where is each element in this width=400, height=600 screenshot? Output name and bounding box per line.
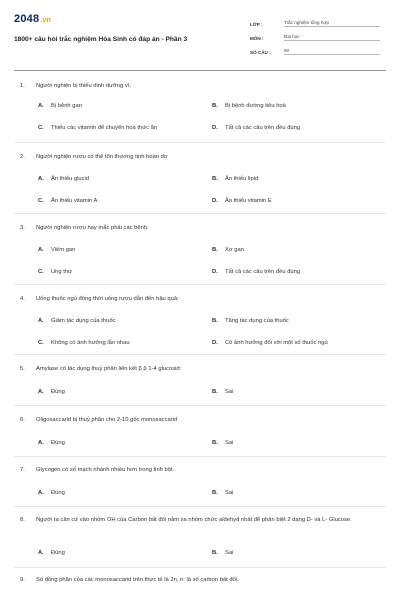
- option-b[interactable]: B. Bị bệnh đường tiêu hoá: [212, 103, 286, 109]
- meta-row-subject: [250, 29, 380, 41]
- option-b[interactable]: B. Sai: [212, 490, 234, 496]
- question-8: [20, 516, 365, 525]
- question-1: [20, 82, 380, 91]
- question-4: [20, 295, 380, 304]
- question-9: [20, 576, 380, 585]
- option-d[interactable]: D. Ăn thiếu vitamin E: [212, 198, 272, 204]
- option-a[interactable]: A. Đúng: [38, 490, 65, 496]
- question-separator: [14, 506, 386, 507]
- option-b[interactable]: B. Xơ gan: [212, 247, 244, 253]
- option-a[interactable]: A. Đúng: [38, 389, 65, 395]
- question-separator: [14, 284, 386, 285]
- question-number: 7.: [20, 467, 25, 473]
- meta-row-class: [250, 15, 380, 27]
- meta-value: Trắc nghiệm tổng hợp: [284, 20, 380, 27]
- option-c[interactable]: C. Ăn thiếu vitamin A: [38, 198, 98, 204]
- meta-value: 50: [284, 48, 380, 55]
- question-3: [20, 224, 380, 233]
- question-separator: [14, 456, 386, 457]
- meta-label: LỚP :: [250, 22, 263, 27]
- question-number: 1.: [20, 83, 25, 89]
- question-text: Người nghiện rượu hay mắc phải các bệnh:: [36, 225, 149, 231]
- option-c[interactable]: C. Không có ảnh hưởng lẫn nhau: [38, 340, 130, 346]
- option-b[interactable]: B. Sai: [212, 389, 234, 395]
- question-text: Oligosaccarid bị thuỷ phân cho 2-10 gốc monosaccarid: [36, 417, 178, 423]
- logo-suffix: .vn: [40, 17, 51, 24]
- option-a[interactable]: A. Viêm gan: [38, 247, 76, 253]
- option-b[interactable]: B. Sai: [212, 550, 234, 556]
- question-number: 2.: [20, 154, 25, 160]
- option-a[interactable]: A. Ăn thiếu glucid: [38, 176, 90, 182]
- question-separator: [14, 142, 386, 143]
- option-d[interactable]: D. Tất cả các câu trên đều đúng: [212, 125, 301, 131]
- question-separator: [14, 213, 386, 214]
- option-d[interactable]: D. Tất cả các câu trên đều đúng: [212, 269, 301, 275]
- question-text: Người ta căn cứ vào nhóm OH của Carbon bất đối nằm xa nhóm chức aldehyd nhất để phân biệt 2 dạng D- và L- Glucose.: [36, 517, 352, 523]
- logo-text: 2048: [14, 13, 40, 25]
- option-c[interactable]: C. Ung thư: [38, 269, 72, 275]
- question-separator: [14, 405, 386, 406]
- question-text: Amylase có tác dụng thuỷ phân liên kết β β 1-4 glucosid:: [36, 366, 182, 372]
- question-separator: [14, 354, 386, 355]
- question-text: Người nghiện rượu có thể tổn thương tinh hoàn do:: [36, 154, 169, 160]
- option-a[interactable]: A. Đúng: [38, 440, 65, 446]
- option-a[interactable]: A. Giảm tác dụng của thuốc: [38, 318, 116, 324]
- question-number: 4.: [20, 296, 25, 302]
- question-number: 3.: [20, 225, 25, 231]
- question-number: 9.: [20, 577, 25, 583]
- question-separator: [14, 567, 386, 568]
- question-number: 5.: [20, 366, 25, 372]
- option-b[interactable]: B. Sai: [212, 440, 234, 446]
- page-header: [0, 0, 400, 62]
- question-2: [20, 153, 380, 162]
- meta-block: [250, 15, 380, 57]
- meta-label: SỐ CÂU :: [250, 50, 271, 55]
- document-title: 1800+ câu hỏi trắc nghiệm Hóa Sinh có đáp án - Phần 3: [14, 36, 188, 43]
- question-5: [20, 365, 380, 374]
- option-c[interactable]: C. Thiếu các vitamin để chuyển hoá thức ăn: [38, 125, 158, 131]
- meta-row-count: [250, 43, 380, 55]
- option-d[interactable]: D. Có ảnh hưởng đối với một số thuốc ngủ: [212, 340, 328, 346]
- option-b[interactable]: B. Tăng tác dụng của thuốc: [212, 318, 289, 324]
- meta-value: Đại học: [284, 34, 380, 41]
- question-number: 6.: [20, 417, 25, 423]
- question-7: [20, 466, 380, 475]
- question-text: Glycogen có số mạch nhánh nhiều hơn trong tinh bột.: [36, 467, 175, 473]
- question-text: Uống thuốc ngủ đồng thời uống rượu dẫn đến hậu quả:: [36, 296, 179, 302]
- question-text: Người nghiện bị thiếu dinh dưỡng vì:: [36, 83, 131, 89]
- question-number: 8.: [20, 517, 25, 523]
- question-text: Số đồng phân của các monosaccarid trên thực tế là 2n, n: là số carbon bất đối.: [36, 577, 239, 583]
- site-logo[interactable]: [14, 13, 51, 25]
- meta-label: MÔN :: [250, 36, 264, 41]
- question-6: [20, 416, 380, 425]
- option-a[interactable]: A. Bị bệnh gan: [38, 103, 82, 109]
- header-divider: [14, 70, 386, 71]
- option-a[interactable]: A. Đúng: [38, 550, 65, 556]
- option-b[interactable]: B. Ăn thiếu lipid: [212, 176, 259, 182]
